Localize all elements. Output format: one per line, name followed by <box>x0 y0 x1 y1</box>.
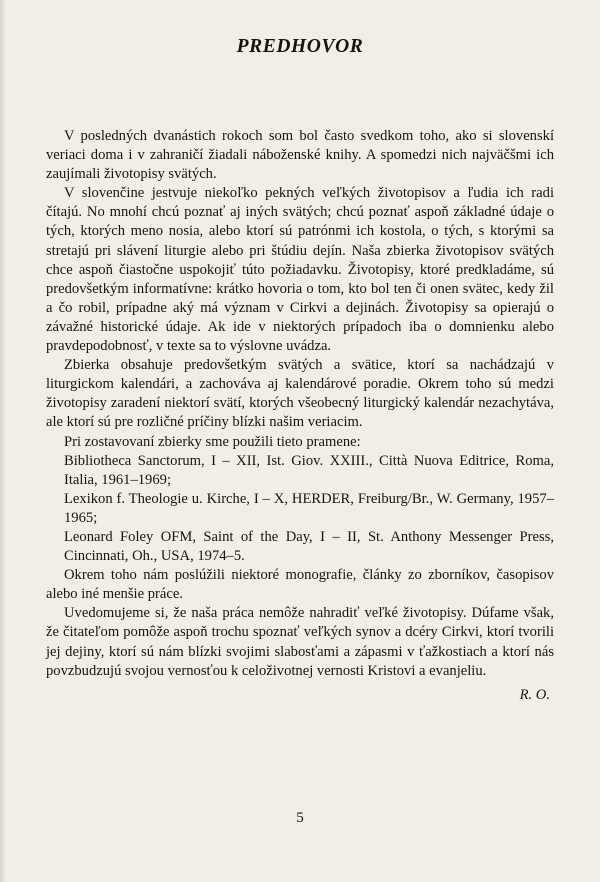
page-title: PREDHOVOR <box>236 36 364 57</box>
paragraph-purpose: V slovenčine jestvuje niekoľko pekných veľkých životopisov a ľudia ich radi čítajú. No mnohí chcú poznať aj iných svätých; chcú poznať aspoň základné údaje o tých, ktorých meno nosia, alebo ktorí sú patrónmi ich kostola, o tých, s ktorými sa stretajú pri slávení liturgie alebo pri štúdiu dejín. Naša zbierka životopisov svätých chce aspoň čiastočne uspokojiť túto požiadavku. Životopisy, ktoré predkladáme, sú predovšetkým informatívne: krátko hovoria o tom, kto bol ten či onen svätec, kedy žil a čo robil, prípadne aký má význam v Cirkvi a dejinách. Životopisy sa opierajú o závažné historické údaje. Ak ide v niektorých prípadoch iba o domnienku alebo pravdepodobnosť, v texte sa to výslovne uvádza. <box>46 185 554 355</box>
source-item: Lexikon f. Theologie u. Kirche, I – X, HERDER, Freiburg/Br., W. Germany, 1957–1965; <box>64 490 554 526</box>
paragraph-closing: Uvedomujeme si, že naša práca nemôže nahradiť veľké životopisy. Dúfame však, že čitateľom pomôže aspoň trochu spoznať veľkých synov a dcéry Cirkvi, ktorí tvorili jej dejiny, ktorí sú nám blízki svojimi slabosťami a zápasmi v ťažkostiach a ktorí nás povzbudzujú svojou vernosťou k celoživotnej vernosti Kristovi a evanjeliu. <box>46 605 554 679</box>
source-item: Leonard Foley OFM, Saint of the Day, I – II, St. Anthony Messenger Press, Cincinnati, Oh., USA, 1974–5. <box>64 528 554 565</box>
paragraph-intro: V posledných dvanástich rokoch som bol často svedkom toho, ako si slovenskí veriaci doma i v zahraničí žiadali náboženské knihy. A spomedzi nich najväčšmi ich zaujímali životopisy svätých. <box>46 128 554 183</box>
source-item: Bibliotheca Sanctorum, I – XII, Ist. Giov. XXIII., Città Nuova Editrice, Roma, Italia, 1961–1969; <box>64 452 554 488</box>
page-edge-shadow <box>0 0 6 882</box>
paragraph-other-sources: Okrem toho nám poslúžili niektoré monografie, články zo zborníkov, časopisov alebo iné menšie práce. <box>46 567 554 603</box>
preface-text <box>46 127 554 705</box>
paragraph-contents: Zbierka obsahuje predovšetkým svätých a svätice, ktorí sa nachádzajú v liturgickom kalendári, a zachováva aj kalendárové poradie. Okrem toho sú medzi životopisy zaradení niektorí svätí, ktorých všeobecný liturgický kalendár nezachytáva, ale ktorí sú pre rozličné príčiny blízki našim veriacim. <box>46 357 554 431</box>
author-signature: R. O. <box>519 686 550 703</box>
page-number: 5 <box>296 810 304 826</box>
paragraph-sources-intro: Pri zostavovaní zbierky sme použili tieto pramene: <box>64 433 361 450</box>
